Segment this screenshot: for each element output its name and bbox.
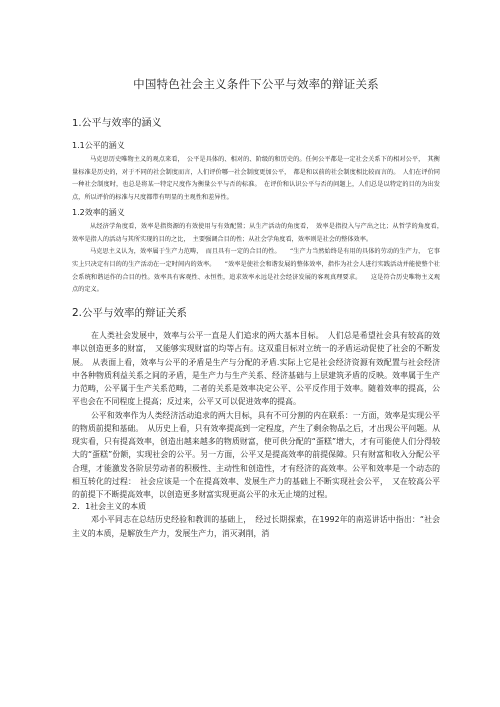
paragraph: 在人类社会发展中，效率与公平一直是人们追求的两大基本目标。 人们总是希望社会具有较高的效率以创造更多的财富， 又能够实现财富的均等占有。这双重目标对立统一的矛盾运动促使了社会的不断发展。 从表面上看，效率与公平的矛盾是生产与分配的矛盾.实际上它是社会经济资源有效配置与社会经济中各种物质利益关系之间的矛盾，是生产力与生产关系、经济基础与上层建筑矛盾的反映。效率属于生产力范畴，公平属于生产关系范畴，二者的关系是效率决定公平、公平反作用于效率。随着效率的提高，公平也会在不同程度上提高；反过来，公平又可以促进效率的提高。 bbox=[72, 331, 440, 407]
paragraph: 从经济学角度看，效率是指资源的有效使用与有效配置；从生产活动的角度看， 效率是指投入与产出之比；从哲学的角度看， 效率是指人的活动与其所实现的目的之比， 主要强调合目的性；从社会学角度看，效率则是社会的整体效率。 bbox=[72, 222, 447, 243]
paragraph: 马克思历史唯物主义的观点来看， 公平是具体的、相对的、阶级的和历史的。任何公平都是一定社会关系下的相对公平， 其衡量标准是历史的，对于不同的社会制度而言，人们评价哪一社会制度更加公平， 都是和以前的社会制度相比较而言的。 人们在评价同一种社会制度时，也总是将某一特定尺度作为衡量公平与否的标准。 在评价和认识公平与否的问题上，人们总是以特定的目的为出发点，所以评价的标准与尺度都带有明显的主观性和差异性。 bbox=[72, 156, 440, 202]
section-2-body bbox=[72, 329, 440, 501]
section-1-heading: 1.公平与效率的涵义 bbox=[72, 118, 162, 129]
section-1-2-body bbox=[72, 221, 447, 297]
section-2-heading: 2.公平与效率的辩证关系 bbox=[72, 307, 188, 320]
section-1-1-heading: 1.1公平的涵义 bbox=[72, 141, 125, 150]
section-1-1-body bbox=[72, 154, 440, 205]
paragraph: 邓小平同志在总结历史经验和教训的基础上， 经过长期探索，在1992年的南巡讲话中指出：“社会主义的本质，是解放生产力，发展生产力，消灭剥削，消 bbox=[72, 515, 440, 538]
paragraph: 公平和效率作为人类经济活动追求的两大目标，具有不可分割的内在联系：一方面，效率是实现公平的物质前提和基础。 从历史上看，只有效率提高到一定程度，产生了剩余物品之后，才出现公平问题。从现实看，只有提高效率，创造出越来越多的物质财富，使可供分配的“蛋糕”增大，才有可能使人们分得较大的“蛋糕”份额，实现社会的公平。另一方面，公平又是提高效率的前提保障。只有财富和收入分配公平合理，才能激发各阶层劳动者的积极性、主动性和创造性，才有经济的高效率。公平和效率是一个动态的相互转化的过程： 社会应该是一个在提高效率、发展生产力的基础上不断实现社会公平， 又在较高公平的前提下不断提高效率，以创造更多财富实现更高公平的永无止境的过程。 bbox=[72, 410, 440, 500]
section-1-2-heading: 1.2效率的涵义 bbox=[72, 207, 125, 217]
paragraph: 马克思主义认为，效率属于生产力范畴， 而且具有一定的合目的性。 “生产力当然始终是有用的具体的劳动的生产力， 它事实上只决定有目的的生产活动在一定时间内的效率。 ”效率是使社会和谐发展的整体效率，指作为社会人进行实践活动并能使整个社会系统和谐运作的合目的性。效率具有客观性、永恒性，追求效率永远是社会经济发展的客观真理要求。 这是符合历史唯物主义观点的定义。 bbox=[72, 248, 440, 294]
document-title: 中国特色社会主义条件下公平与效率的辩证关系 bbox=[133, 77, 379, 91]
section-2-1-heading: 2．1社会主义的本质 bbox=[72, 502, 147, 512]
section-2-1-body bbox=[72, 513, 440, 540]
